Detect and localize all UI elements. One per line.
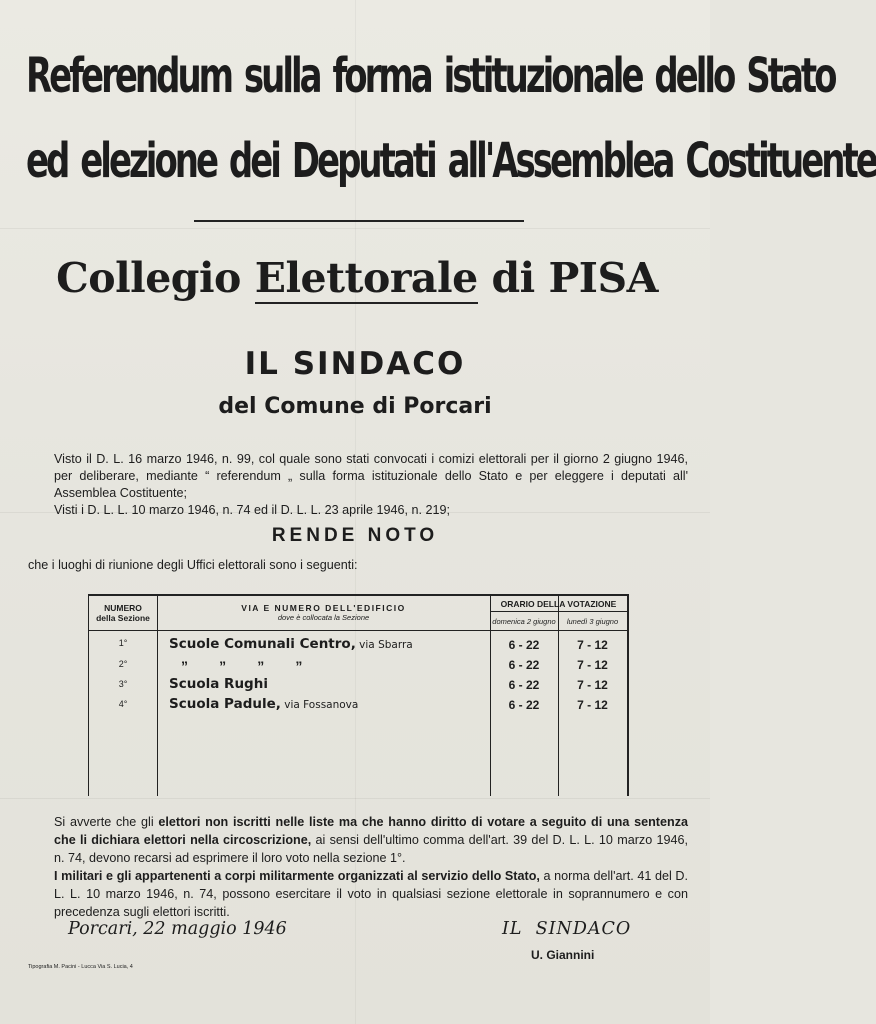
row-1-hours-day-1: 6 - 22: [508, 638, 540, 652]
headline-line-2: ed elezione dei Deputati all'Assemblea Costituente: [26, 133, 876, 190]
header-day-1: domenica 2 giugno: [492, 617, 556, 626]
header-numero-sub: della Sezione: [96, 613, 150, 623]
row-2-num: 2°: [118, 659, 128, 669]
row-4-via: via Fossanova: [284, 699, 359, 711]
place-date: Porcari, 22 maggio 1946: [68, 919, 287, 939]
row-3-name: Scuola Rughi: [169, 676, 268, 692]
row-1-num: 1°: [118, 638, 128, 648]
notice-a1: Si avverte che gli: [54, 815, 159, 829]
table-divider: [490, 611, 627, 612]
row-4-num: 4°: [118, 699, 128, 709]
row-4-hours-day-1: 6 - 22: [508, 698, 540, 712]
row-1-via: via Sbarra: [359, 639, 413, 651]
header-via-sub: dove è collocata la Sezione: [277, 613, 370, 622]
preamble-line-2: Visti i D. L. L. 10 marzo 1946, n. 74 ed il D. L. L. 23 aprile 1946, n. 219;: [54, 503, 451, 517]
header-orario: ORARIO DELLA VOTAZIONE: [500, 599, 617, 609]
signature-name: U. Giannini: [531, 948, 595, 962]
collegio-pre: Collegio: [56, 254, 241, 302]
row-4-building: [169, 696, 358, 712]
row-3-building: [169, 676, 268, 692]
notice-b1: I militari e gli appartenenti a corpi militarmente organizzati al servizio dello Stato,: [54, 869, 540, 883]
collegio-post: di PISA: [491, 254, 658, 302]
collegio-underlined: Elettorale: [254, 254, 478, 302]
row-3-num: 3°: [118, 679, 128, 689]
headline-line-1: Referendum sulla forma istituzionale dello Stato: [26, 48, 835, 105]
row-2-building: ” ” ” ”: [181, 658, 303, 674]
preamble-line-1: Visto il D. L. 16 marzo 1946, n. 99, col quale sono stati convocati i comizi elettorali per il giorno 2 giugno 1946, per deliberare, mediante “ referendum „ sulla forma istituzionale dello Stato e per eleggere i deputati all' Assemblea Costituente;: [54, 452, 688, 500]
row-3-hours-day-1: 6 - 22: [508, 678, 540, 692]
authority-title: IL SINDACO: [244, 346, 466, 382]
row-4-hours-day-2: 7 - 12: [577, 698, 608, 712]
authority-subtitle: del Comune di Porcari: [218, 394, 492, 419]
row-2-hours-day-1: 6 - 22: [508, 658, 540, 672]
header-day-2: lunedì 3 giugno: [566, 617, 619, 626]
row-3-hours-day-2: 7 - 12: [577, 678, 608, 692]
headline-rule: [194, 220, 524, 222]
row-4-name: Scuola Padule,: [169, 696, 281, 712]
announce-heading: RENDE NOTO: [271, 525, 439, 546]
intro-text: che i luoghi di riunione degli Uffici elettorali sono i seguenti:: [28, 558, 358, 572]
printer-credit: Tipografia M. Pacini - Lucca Via S. Lucia, 4: [28, 964, 133, 970]
header-via-label: VIA E NUMERO DELL'EDIFICIO: [241, 603, 406, 613]
preamble: [28, 451, 688, 519]
notice-a2: elettori non iscritti nelle liste ma che hanno diritto di votare a seguito di una sentenza che li dichiara elettori nella circoscrizione,: [54, 815, 688, 847]
notice-para-1: [28, 813, 688, 867]
header-via: [157, 603, 490, 623]
notice-b2: a norma dell'art. 41 del D. L. L. 10 marzo 1946, n. 74, possono esercitare il voto in qualsiasi sezione elettorale in soprannumero e con precedenza sugli elettori iscritti.: [54, 869, 688, 919]
table-divider: [157, 596, 158, 796]
notice-para-2: [28, 867, 688, 921]
polling-table: [88, 594, 629, 796]
row-1-hours-day-2: 7 - 12: [577, 638, 608, 652]
notice: [28, 813, 688, 921]
signature-title: IL SINDACO: [502, 919, 632, 939]
collegio-title: [26, 253, 688, 303]
table-divider: [89, 630, 627, 631]
row-1-name: Scuole Comunali Centro,: [169, 636, 356, 652]
header-numero-label: NUMERO: [104, 603, 142, 613]
notice-a3: ai sensi dell'ultimo comma dell'art. 39 del D. L. L. 10 marzo 1946, n. 74, devono recarsi ad esprimere il loro voto nella sezione 1°.: [54, 833, 688, 865]
header-numero: [89, 603, 157, 623]
row-1-building: [169, 636, 413, 652]
row-2-hours-day-2: 7 - 12: [577, 658, 608, 672]
